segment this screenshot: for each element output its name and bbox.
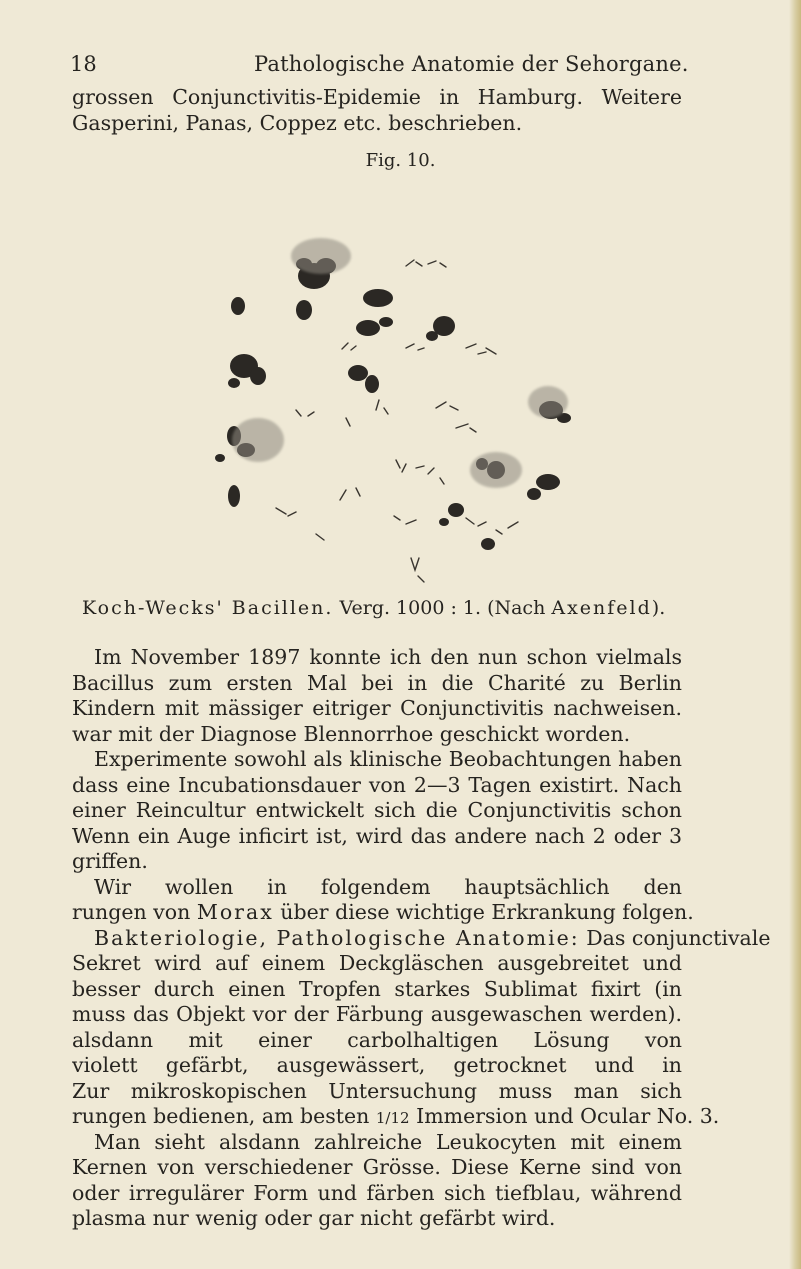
cell-cluster (228, 354, 266, 388)
page-edge (789, 0, 801, 1269)
text-line: grossen Conjunctivitis-Epidemie in Hamburg. Weitere (72, 85, 682, 109)
fraction: 1/12 (375, 1109, 410, 1127)
text-line: Kernen von verschiedener Grösse. Diese Kerne sind von (72, 1155, 682, 1179)
text-line: besser durch einen Tropfen starkes Sublimat fixirt (in (72, 976, 682, 1001)
text-line: war mit der Diagnose Blennorrhoe geschickt worden. (72, 721, 631, 746)
text-line: violett gefärbt, ausgewässert, getrocknet und in (72, 1053, 682, 1077)
cell-cluster (348, 365, 379, 393)
cell-cluster (527, 474, 560, 500)
text-line: Kindern mit mässiger eitriger Conjunctivitis nachweisen. (72, 696, 682, 720)
page-number: 18 (70, 52, 97, 76)
text-line: Im November 1897 konnte ich den nun schon vielmals (94, 645, 682, 669)
text-line: rungen bedienen, am besten 1/12 Immersion und Ocular No. 3. (72, 1104, 720, 1128)
figure-label: Fig. 10. (365, 150, 436, 171)
text-line: oder irregulärer Form und färben sich tiefblau, während (72, 1180, 682, 1205)
cell-cluster (356, 289, 393, 336)
body-text (72, 645, 771, 1232)
text-line: griffen. (72, 849, 148, 873)
text-line: Man sieht alsdann zahlreiche Leukocyten mit einem (94, 1129, 682, 1154)
figure-caption: Koch-Wecks' Bacillen. Verg. 1000 : 1. (Nach Axenfeld). (82, 597, 666, 619)
text-line: Experimente sowohl als klinische Beobachtungen haben (94, 747, 682, 771)
chapter-title: Pathologische Anatomie der Sehorgane. (254, 52, 689, 76)
cell-cluster (231, 297, 312, 320)
running-head (70, 52, 710, 82)
micrograph-figure (196, 178, 616, 590)
text-line: Bakteriologie, Pathologische Anatomie: Das conjunctivale (94, 925, 771, 950)
text-line: Gasperini, Panas, Coppez etc. beschrieben. (72, 110, 523, 135)
text-line: einer Reincultur entwickelt sich die Conjunctivitis schon (72, 798, 682, 822)
text-line: alsdann mit einer carbolhaltigen Lösung von (72, 1027, 682, 1052)
text-line: dass eine Incubationsdauer von 2—3 Tagen existirt. Nach (72, 772, 682, 797)
text-line: Bacillus zum ersten Mal bei in die Charité zu Berlin (72, 670, 682, 695)
cell-cluster (481, 538, 495, 550)
cell-cluster (426, 316, 455, 341)
leukocyte-clusters (215, 258, 571, 550)
text-line: Sekret wird auf einem Deckgläschen ausgebreitet und (72, 951, 682, 975)
faint-protoplasm (232, 238, 568, 488)
text-line: Wir wollen in folgendem hauptsächlich den (94, 874, 682, 899)
text-line: plasma nur wenig oder gar nicht gefärbt wird. (72, 1206, 556, 1230)
text-line: rungen von Morax über diese wichtige Erkrankung folgen. (72, 900, 694, 924)
text-line: Zur mikroskopischen Untersuchung muss man sich (72, 1078, 682, 1103)
text-line: Wenn ein Auge inficirt ist, wird das andere nach 2 oder 3 (72, 823, 682, 848)
intro-paragraph (72, 85, 682, 136)
text-line: muss das Objekt vor der Färbung ausgewaschen werden). (72, 1002, 682, 1026)
bacilli (276, 260, 518, 582)
